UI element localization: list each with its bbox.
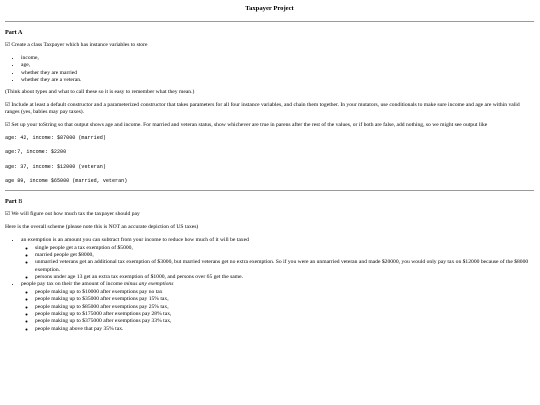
part-a-task-2: [5, 102, 534, 117]
think-note: (Think about types and what to call these so it is easy to remember what they mean.): [5, 88, 195, 95]
sample-output-line: age:7, income: $2200: [5, 149, 67, 156]
checkbox-icon[interactable]: ☑: [5, 101, 11, 108]
list-item: ◦ people making up to $10000 after exemptions pay no tax: [35, 289, 534, 296]
list-item: ◦ married people get $8000,: [35, 252, 534, 259]
part-a-task-3: [5, 122, 534, 129]
part-b-heading-letter: B: [18, 198, 23, 206]
list-item: • income,: [21, 55, 534, 62]
list-item: ◦ people making up to $85000 after exemptions pay 25% tax,: [35, 304, 534, 311]
list-item: ◦ people making up to $175000 after exemptions pay 28% tax,: [35, 311, 534, 318]
sample-output-line: age: 37, income: $12000 (veteran): [5, 163, 106, 170]
list-item: • whether they are married: [21, 70, 534, 77]
instance-variable-list: [5, 55, 534, 85]
checkbox-icon[interactable]: ☑: [5, 121, 11, 128]
list-item: ◦ single people get a tax exemption of $5000,: [35, 245, 534, 252]
exemption-intro: an exemption is an amount you can subtract from your income to reduce how much of it will be taxed: [21, 237, 249, 244]
exemption-list: [21, 245, 534, 282]
tax-intro: people pay tax on their the amount of income: [21, 281, 124, 288]
tax-intro-emphasis: minus any exemptions: [124, 281, 174, 288]
list-item: ◦ persons under age 13 get an extra tax exemption of $1000, and persons over 65 get the same.: [35, 274, 534, 281]
list-item: ◦ people making above that pay 35% tax.: [35, 326, 534, 333]
list-item: • age,: [21, 62, 534, 69]
sample-output-line: age 89, income $65000 (married, veteran): [5, 178, 128, 185]
page-title: Taxpayer Project: [245, 5, 294, 12]
part-b-heading: [5, 198, 534, 206]
checkbox-icon[interactable]: ☑: [5, 41, 11, 48]
task-2-text: Include at least a default constructor and a parameterized constructor that takes parameters for all four instance variables, and chain them together. In your mutators, use conditionals to make sure income and age are within valid ranges (yes, babies may pay taxes).: [5, 101, 520, 115]
title-divider: [5, 21, 534, 22]
list-item: ◦ unmarried veterans get an additional tax exemption of $3000, but married veterans get no extra exemption. So if you were an unmarried veteran and made $20000, you would only pay tax on $12000 because of the $8000 exemption.: [35, 259, 534, 274]
sample-output-line: age: 42, income: $87000 (married): [5, 134, 106, 141]
task-1-text: Create a class Taxpayer which has instance variables to store: [11, 41, 148, 48]
list-item: [21, 237, 534, 281]
part-b-heading-label: Part: [5, 198, 19, 206]
part-a-task-1: [5, 42, 534, 49]
bracket-list: [21, 289, 534, 333]
part-b-task-1: [5, 211, 534, 218]
part-a-heading: Part A: [5, 28, 23, 36]
list-item: [21, 281, 534, 333]
list-item: ◦ people making up to $375000 after exemptions pay 33% tax,: [35, 318, 534, 325]
scheme-list: [5, 237, 534, 333]
scheme-overview: Here is the overall scheme (please note this is NOT an accurate depiction of US taxes): [5, 224, 199, 231]
list-item: ◦ people making up to $35000 after exemptions pay 15% tax,: [35, 296, 534, 303]
section-divider: [5, 190, 534, 191]
list-item: • whether they are a veteran.: [21, 77, 534, 84]
part-b-task-1-text: We will figure out how much tax the taxpayer should pay: [11, 211, 140, 218]
checkbox-icon[interactable]: ☑: [5, 211, 11, 218]
task-3-text: Set up your toString so that output shows age and income. For married and veteran status, show whichever are true in parens after the rest of the values, or if both are false, add nothing, so we might see output like: [11, 121, 488, 128]
